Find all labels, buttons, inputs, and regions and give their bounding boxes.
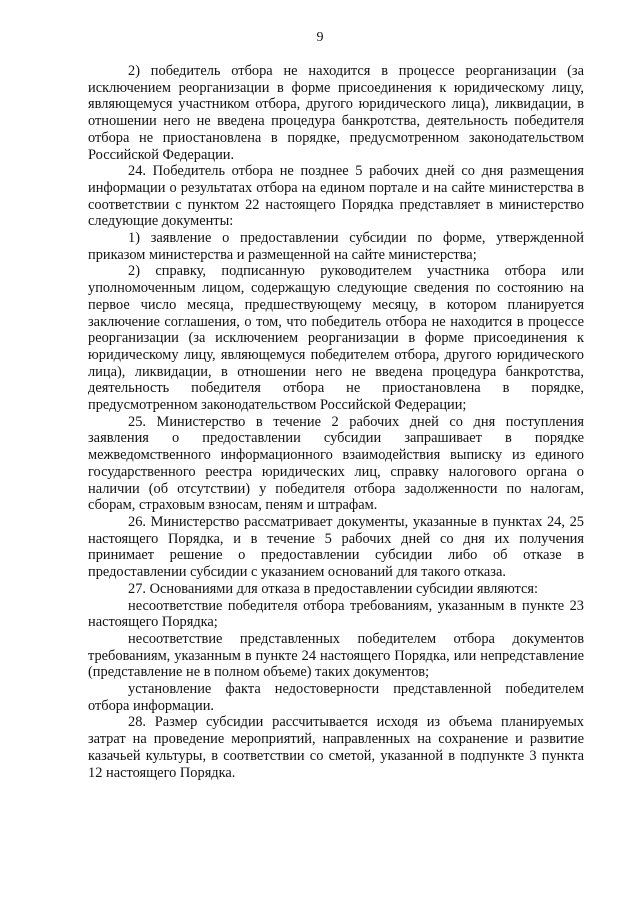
paragraph-27-ground-3: установление факта недостоверности представленной победителем отбора информации.: [88, 681, 584, 714]
paragraph-24-item-2: 2) справку, подписанную руководителем участника отбора или уполномоченным лицом, содержащую следующие сведения по состоянию на первое число месяца, предшествующему месяцу, в котором планируется заключение соглашения, о том, что победитель отбора не находится в процессе реорганизации (за исключением реорганизации в форме присоединения к юридическому лицу, являющемуся победителем отбора, другого юридического лица), ликвидации, в отношении него не введена процедура банкротства, деятельность победителя отбора не приостановлена в порядке, предусмотренном законодательством Российской Федерации;: [88, 263, 584, 414]
paragraph-23-item-2: 2) победитель отбора не находится в процессе реорганизации (за исключением реорганизации в форме присоединения к юридическому лицу, являющемуся участником отбора, другого юридического лица), ликвидации, в отношении него не введена процедура банкротства, деятельность победителя отбора не приостановлена в порядке, предусмотренном законодательством Российской Федерации.: [88, 63, 584, 163]
paragraph-24-item-1: 1) заявление о предоставлении субсидии по форме, утвержденной приказом министерства и размещенной на сайте министерства;: [88, 230, 584, 263]
paragraph-27-ground-2: несоответствие представленных победителем отбора документов требованиям, указанным в пункте 24 настоящего Порядка, или непредставление (представление не в полном объеме) таких документов;: [88, 630, 584, 681]
paragraph-26: 26. Министерство рассматривает документы, указанные в пунктах 24, 25 настоящего Порядка, и в течение 5 рабочих дней со дня их получения принимает решение о предоставлении субсидии либо об отказе в предоставлении субсидии с указанием оснований для такого отказа.: [88, 513, 584, 581]
document-body: [88, 63, 584, 781]
paragraph-27: 27. Основаниями для отказа в предоставлении субсидии являются:: [128, 580, 538, 597]
paragraph-28: 28. Размер субсидии рассчитывается исходя из объема планируемых затрат на проведение мероприятий, направленных на сохранение и развитие казачьей культуры, в соответствии со сметой, указанной в подпункте 3 пункта 12 настоящего Порядка.: [88, 714, 584, 781]
paragraph-25: 25. Министерство в течение 2 рабочих дней со дня поступления заявления о предоставлении субсидии запрашивает в порядке межведомственного информационного взаимодействия выписку из единого государственного реестра юридических лиц, справку налогового органа о наличии (об отсутствии) у победителя отбора задолженности по налогам, сборам, страховым взносам, пеням и штрафам.: [88, 413, 584, 514]
paragraph-27-ground-1: несоответствие победителя отбора требованиям, указанным в пункте 23 настоящего Порядка;: [88, 597, 584, 631]
page-number: 9: [316, 30, 324, 45]
paragraph-24: 24. Победитель отбора не позднее 5 рабочих дней со дня размещения информации о результатах отбора на едином портале и на сайте министерства в соответствии с пунктом 22 настоящего Порядка представляет в министерство следующие документы:: [88, 163, 584, 230]
